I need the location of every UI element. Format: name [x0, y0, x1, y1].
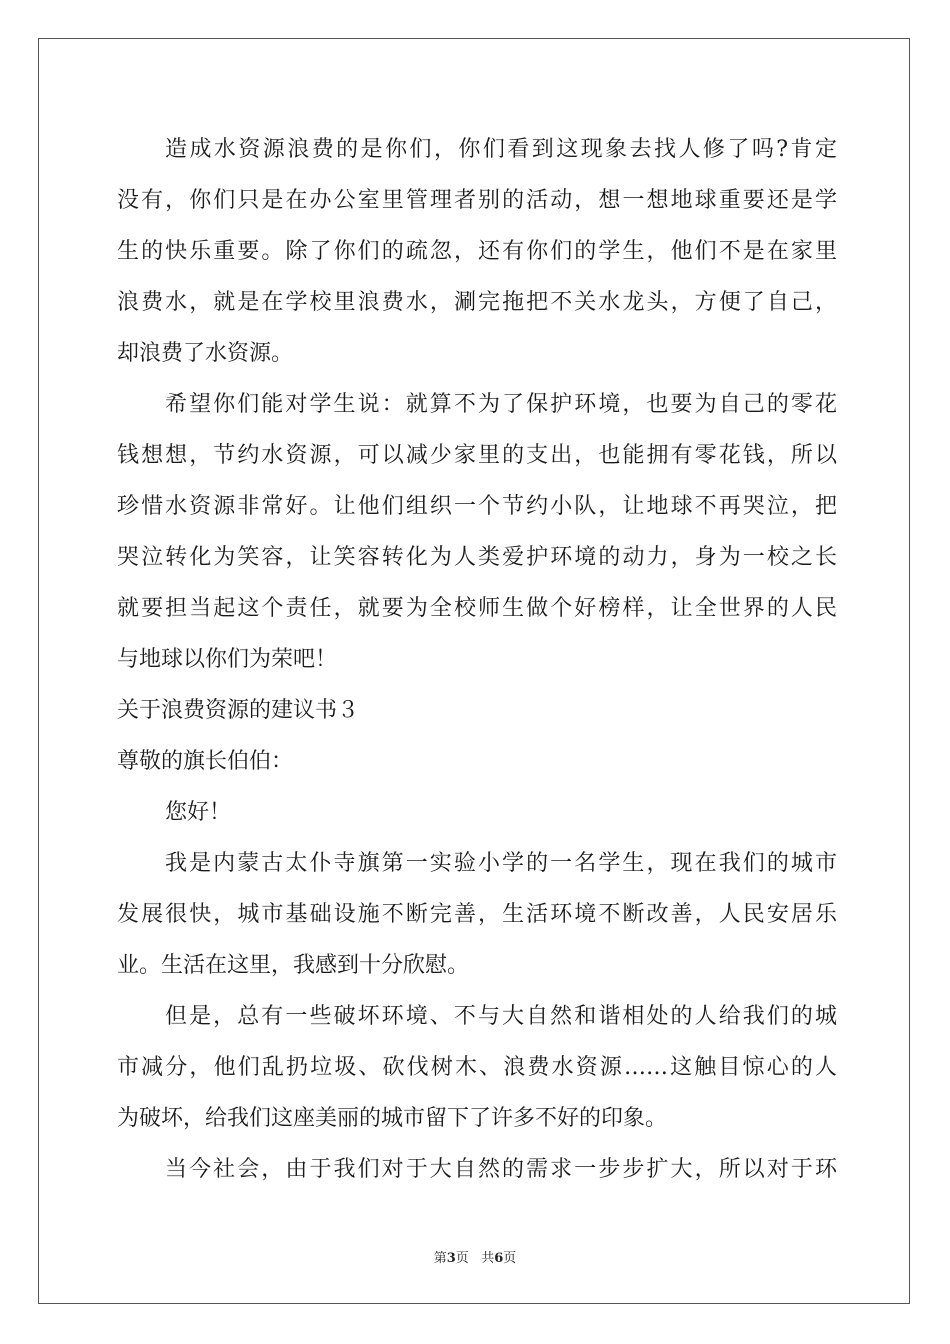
paragraph-line: 但是，总有一些破坏环境、不与大自然和谐相处的人给我们的城	[165, 1004, 837, 1029]
page-prefix: 第	[433, 1251, 447, 1266]
page-suffix: 页	[455, 1251, 469, 1266]
paragraph-line: 哭泣转化为笑容，让笑容转化为人类爱护环境的动力，身为一校之长	[117, 545, 837, 570]
total-suffix: 页	[503, 1251, 517, 1266]
paragraph-line: 发展很快，城市基础设施不断完善，生活环境不断改善，人民安居乐	[117, 902, 837, 927]
paragraph-line: 业。生活在这里，我感到十分欣慰。	[117, 953, 470, 978]
paragraph-line: 当今社会，由于我们对于大自然的需求一步步扩大，所以对于环	[165, 1157, 837, 1182]
paragraph-line: 为破坏，给我们这座美丽的城市留下了许多不好的印象。	[117, 1106, 668, 1131]
paragraph-line: 市减分，他们乱扔垃圾、砍伐树木、浪费水资源……这触目惊心的人	[117, 1055, 837, 1080]
paragraph-line: 希望你们能对学生说：就算不为了保护环境，也要为自己的零花	[165, 392, 837, 417]
paragraph-line: 没有，你们只是在办公室里管理者别的活动，想一想地球重要还是学	[117, 188, 837, 213]
paragraph-line: 珍惜水资源非常好。让他们组织一个节约小队，让地球不再哭泣，把	[117, 494, 837, 519]
paragraph-line: 钱想想，节约水资源，可以减少家里的支出，也能拥有零花钱，所以	[117, 443, 837, 468]
document-body	[117, 124, 837, 1195]
section-heading: 关于浪费资源的建议书３	[117, 698, 360, 723]
paragraph-line: 生的快乐重要。除了你们的疏忽，还有你们的学生，他们不是在家里	[117, 239, 837, 264]
paragraph-line: 我是内蒙古太仆寺旗第一实验小学的一名学生，现在我们的城市	[165, 851, 837, 876]
salutation: 尊敬的旗长伯伯：	[117, 749, 294, 774]
page-footer	[0, 1247, 950, 1266]
paragraph-line: 浪费水，就是在学校里浪费水，涮完拖把不关水龙头，方便了自己，	[117, 290, 837, 315]
paragraph-line: 造成水资源浪费的是你们，你们看到这现象去找人修了吗?肯定	[165, 137, 837, 162]
page-number: 3	[446, 1251, 456, 1266]
total-prefix: 共	[481, 1251, 495, 1266]
page-total: 6	[494, 1251, 504, 1266]
greeting: 您好！	[165, 800, 232, 825]
paragraph-line: 就要担当起这个责任，就要为全校师生做个好榜样，让全世界的人民	[117, 596, 837, 621]
paragraph-line: 却浪费了水资源。	[117, 341, 294, 366]
paragraph-line: 与地球以你们为荣吧！	[117, 647, 338, 672]
